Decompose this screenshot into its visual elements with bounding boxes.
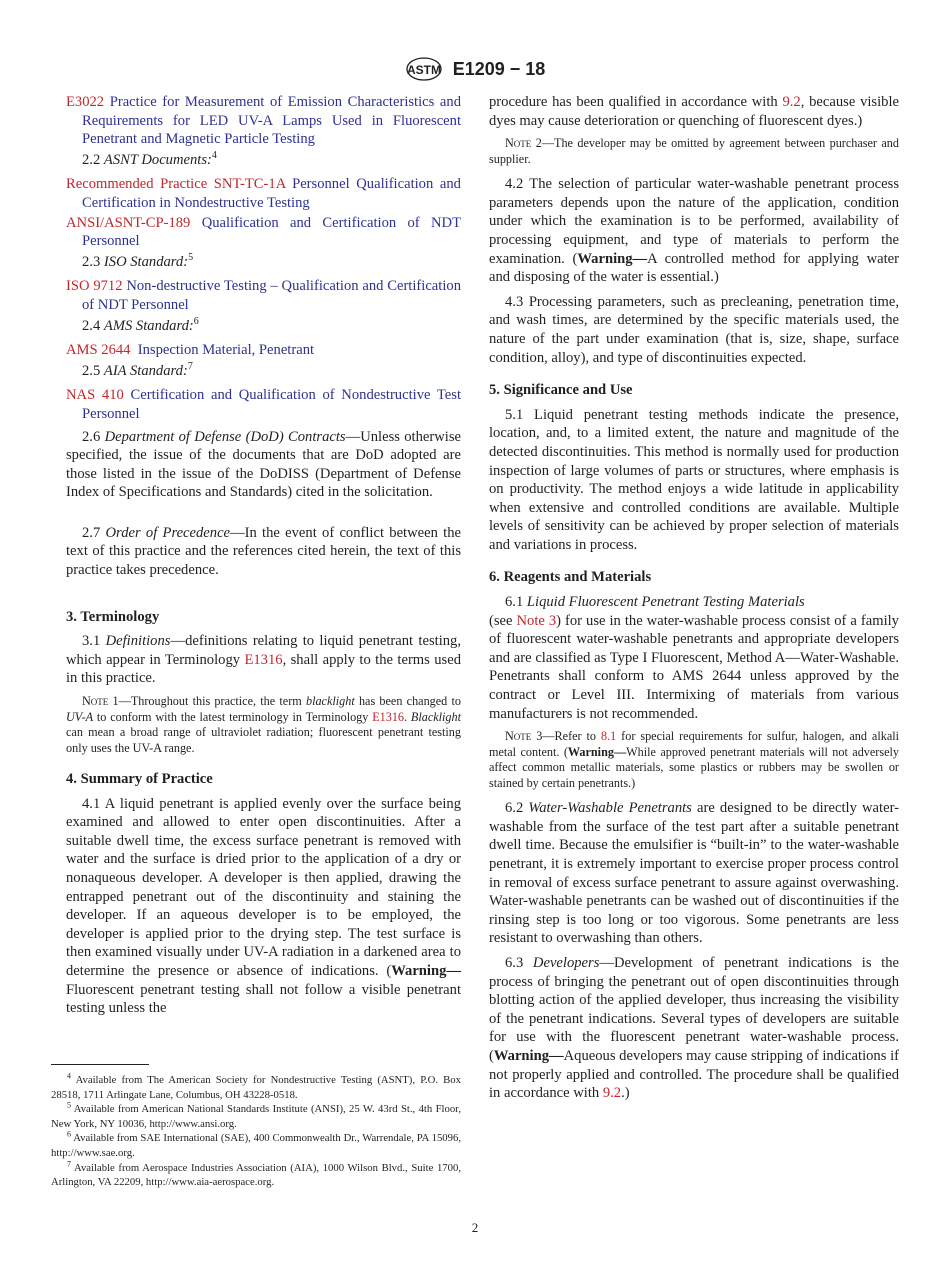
section-6-3: 6.3 Developers—Development of penetrant indications is the process of bringing the penetrant out of open discontinuities through blotting action of the applied developer, thus increasing the visibility of the penetrant indications. Several types of developers are suitable for use with the fluorescent penetrant water-washable process. (Warning—Aqueous developers may cause stripping of indications if not properly applied and controlled. The procedure shall be qualified in accordance with 9.2.) — [489, 954, 899, 1102]
section-3-heading: 3. Terminology — [66, 608, 160, 625]
section-6-2: 6.2 Water-Washable Penetrants are designed to be directly water-washable from the surface of the test part after a suitable penetrant dwell time. Because the emulsifier is “built-in” to the water-washable penetrant, it is extremely important to exercise proper process control in removal of excess surface penetrant to assure against overwashing. Water-washable penetrants can be washed out of discontinuities if the rinsing step is too long or too vigorous. Some penetrants are less resistant to overwashing than others. — [489, 800, 899, 947]
ref-title-link[interactable]: Inspection Material, Penetrant — [137, 342, 315, 359]
ref-code-link[interactable]: E3022 — [66, 94, 105, 110]
section-2-2: 2.2 ASNT Documents:$^4$ — [82, 149, 217, 168]
section-4-3: 4.3 Processing parameters, such as precleaning, penetration time, and wash times, are determined by the specific materials used, the nature of the part under examination (that is, size, shape, surface condition, alloy), and type of discontinuities expected. — [489, 293, 899, 366]
astm-logo-icon — [405, 56, 443, 82]
section-6-1-heading: 6.1 Liquid Fluorescent Penetrant Testing Materials — [505, 594, 805, 611]
footnote-6: $^6$ Available from SAE International (SAE), 400 Commonwealth Dr., Warrendale, PA 15096, http://www.sae.org. — [51, 1129, 461, 1159]
ref-title-link[interactable]: Personnel Qualification and Certification in Nondestructive Testing — [82, 176, 461, 211]
e1316-link[interactable]: E1316 — [244, 651, 283, 668]
ref-title-link[interactable]: Certification and Qualification of Nondestructive Test Personnel — [82, 387, 462, 422]
section-2-7: 2.7 Order of Precedence—In the event of conflict between the text of this practice and the references cited herein, the text of this practice takes precedence. — [66, 524, 461, 579]
reference-ams-2644 — [66, 341, 461, 360]
ref-code-link[interactable]: AMS 2644 — [66, 342, 131, 359]
section-8-1-link[interactable]: 8.1 — [600, 729, 617, 744]
right-column — [489, 93, 899, 1109]
footnote-7: $^7$ Available from Aerospace Industries Association (AIA), 1000 Wilson Blvd., Suite 1700, Arlington, VA 22209, http://www.aia-aerospace.org. — [51, 1159, 461, 1189]
note-1: Note 1—Throughout this practice, the term blacklight has been changed to UV-A to conform with the latest terminology in Terminology E1316. Blacklight can mean a broad range of ultraviolet radiation; fluorescent penetrant testing only uses the UV-A range. — [66, 694, 461, 755]
section-4-2: 4.2 The selection of particular water-washable penetrant process parameters depends upon the nature of the application, condition under which the examination is to be performed, availability of processing equipment, and type of materials to perform the examination. (Warning—A controlled method for applying water and disposing of the water is essential.) — [489, 176, 899, 286]
reference-cp-189 — [66, 214, 461, 251]
section-9-2-link[interactable]: 9.2 — [782, 94, 801, 110]
svg-text:ASTM: ASTM — [406, 63, 441, 77]
section-3-1: 3.1 Definitions—definitions relating to liquid penetrant testing, which appear in Terminology E1316, shall apply to the terms used in this practice. — [66, 633, 461, 687]
footnote-divider — [51, 1064, 149, 1065]
ref-title-link[interactable]: Practice for Measurement of Emission Characteristics and Requirements for LED UV-A Lamps Used in Fluorescent Penetrant and Magnetic Particle Testing — [82, 94, 461, 148]
note-3-link[interactable]: Note 3 — [516, 612, 557, 629]
e1316-link[interactable]: E1316 — [372, 709, 405, 724]
reference-e3022 — [66, 93, 461, 149]
ref-title-link[interactable]: Qualification and Certification of NDT Personnel — [82, 214, 461, 250]
section-4-heading: 4. Summary of Practice — [66, 771, 213, 788]
note-3: Note 3—Refer to 8.1 for special requirements for sulfur, halogen, and alkali metal content. (Warning—While approved penetrant materials will not adversely affect common metallic materials, some plastics or rubbers may be swollen or stained by certain penetrants.) — [489, 729, 899, 790]
ref-code-link[interactable]: ISO 9712 — [66, 278, 123, 295]
section-2-6: 2.6 Department of Defense (DoD) Contracts—Unless otherwise specified, the issue of the documents that are DoD adopted are those listed in the issue of the DoDISS (Department of Defense Index of Specifications and Standards) cited in the solicitation. — [66, 428, 461, 501]
left-column — [66, 93, 461, 1024]
section-2-4: 2.4 AMS Standard:$^6$ — [82, 315, 199, 334]
section-4-1: 4.1 A liquid penetrant is applied evenly over the surface being examined and allowed to enter open discontinuities. After a suitable dwell time, the excess surface penetrant is removed with water and the surface is dried prior to the application of a dry or nonaqueous developer. A developer is then applied, drawing the entrapped penetrant out of the discontinuity and staining the developer. If an aqueous developer is to be employed, the developer is applied prior to the drying step. The test surface is then examined visually under UV-A radiation in a darkened area to determine the presence or absence of indications. (Warning—Fluorescent penetrant testing shall not follow a visible penetrant testing unless the — [66, 795, 461, 1017]
section-6-heading: 6. Reagents and Materials — [489, 569, 652, 586]
ref-code-link[interactable]: Recommended Practice SNT-TC-1A — [66, 176, 286, 193]
section-2-3: 2.3 ISO Standard:$^5$ — [82, 251, 194, 270]
section-5-heading: 5. Significance and Use — [489, 382, 633, 399]
reference-snt-tc-1a — [66, 175, 461, 212]
section-2-5: 2.5 AIA Standard:$^7$ — [82, 360, 193, 379]
footnote-4: $^4$ Available from The American Society for Nondestructive Testing (ASNT), P.O. Box 28518, 1711 Arlingate Lane, Columbus, OH 43228-0518. — [51, 1071, 461, 1101]
reference-nas-410 — [66, 386, 461, 423]
note-2: Note 2—The developer may be omitted by agreement between purchaser and supplier. — [489, 136, 899, 166]
footnotes — [51, 1064, 461, 1190]
footnote-5: $^5$ Available from American National Standards Institute (ANSI), 25 W. 43rd St., 4th Floor, New York, NY 10036, http://www.ansi.org. — [51, 1100, 461, 1130]
ref-code-link[interactable]: ANSI/ASNT-CP-189 — [66, 214, 191, 231]
section-9-2-link[interactable]: 9.2 — [602, 1085, 622, 1102]
section-4-1-continued: procedure has been qualified in accordance with 9.2, because visible dyes may cause deterioration or quenching of fluorescent dyes.) — [489, 94, 899, 129]
ref-title-link[interactable]: Non-destructive Testing – Qualification and Certification of NDT Personnel — [82, 278, 461, 313]
page-number: 2 — [471, 1220, 479, 1235]
standard-designation: E1209 − 18 — [452, 58, 546, 79]
page-header — [0, 56, 950, 82]
section-6-1: (see Note 3) for use in the water-washable process consist of a family of fluorescent water-washable penetrants and appropriate developers and are classified as Type I Fluorescent, Method A—Water-Washable. Penetrants shall conform to AMS 2644 unless approved by the contract or Level III. Intermixing of materials from various manufacturers is not recommended. — [489, 612, 899, 722]
ref-code-link[interactable]: NAS 410 — [66, 387, 124, 404]
reference-iso-9712 — [66, 277, 461, 314]
section-5-1: 5.1 Liquid penetrant testing methods indicate the presence, location, and, to a limited extent, the nature and magnitude of the detected discontinuities. This method is normally used for production inspection of large volumes of parts or structures, where emphasis is on productivity. The method enjoys a wide latitude in applicability when extensive and controlled conditions are available. Multiple levels of sensitivity can be achieved by proper selection of materials and variations in process. — [489, 406, 899, 553]
